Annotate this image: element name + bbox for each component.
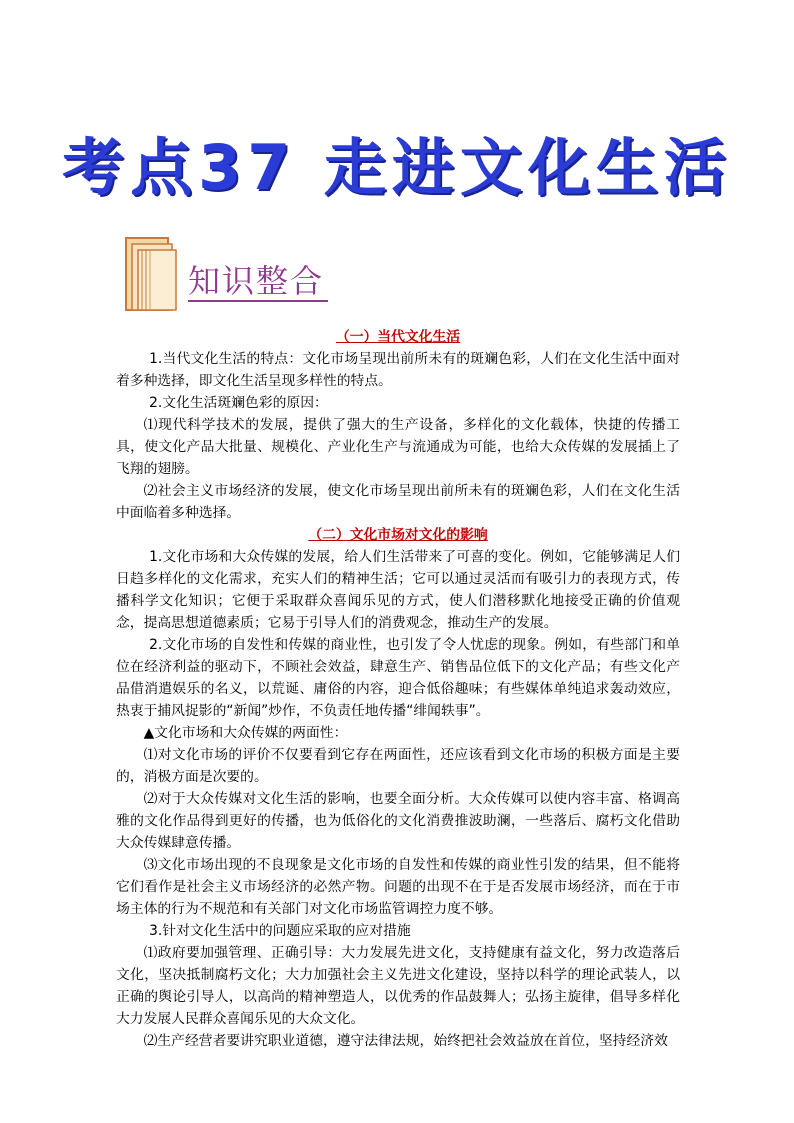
- paragraph: 1.当代文化生活的特点：文化市场呈现出前所未有的斑斓色彩，人们在文化生活中面对着多种选择，即文化生活呈现多样性的特点。: [116, 351, 680, 389]
- paragraph: 3.针对文化生活中的问题应采取的应对措施: [149, 923, 411, 939]
- section-heading: （二）文化市场对文化的影响: [308, 527, 488, 543]
- paragraph: ⑶文化市场出现的不良现象是文化市场的自发性和传媒的商业性引发的结果，但不能将它们看作是社会主义市场经济的必然产物。问题的出现不在于是否发展市场经济，而在于市场主体的行为不规范和有关部门对文化市场监管调控力度不够。: [116, 857, 680, 917]
- paragraph: ⑵生产经营者要讲究职业道德，遵守法律法规，始终把社会效益放在首位，坚持经济效: [143, 1033, 668, 1049]
- section-heading: （一）当代文化生活: [335, 329, 461, 345]
- paragraph: 1.文化市场和大众传媒的发展，给人们生活带来了可喜的变化。例如，它能够满足人们日趋多样化的文化需求，充实人们的精神生活；它可以通过灵活而有吸引力的表现方式，传播科学文化知识；它便于采取群众喜闻乐见的方式，使人们潜移默化地接受正确的价值观念，提高思想道德素质；它易于引导人们的消费观念，推动生产的发展。: [116, 549, 680, 631]
- document-body: [116, 326, 680, 1052]
- paragraph: ⑵对于大众传媒对文化生活的影响，也要全面分析。大众传媒可以使内容丰富、格调高雅的文化作品得到更好的传播，也为低俗化的文化消费推波助澜，一些落后、腐朽文化借助大众传媒肆意传播。: [116, 791, 680, 851]
- paragraph: 2.文化市场的自发性和传媒的商业性，也引发了令人忧虑的现象。例如，有些部门和单位在经济利益的驱动下，不顾社会效益，肆意生产、销售品位低下的文化产品；有些文化产品借消遣娱乐的名义，以荒诞、庸俗的内容，迎合低俗趣味；有些媒体单纯追求轰动效应，热衷于捕风捉影的“新闻”炒作，不负责任地传播“绯闻轶事”。: [116, 637, 680, 719]
- book-icon: [122, 236, 182, 314]
- paragraph: ⑴现代科学技术的发展，提供了强大的生产设备，多样化的文化载体，快捷的传播工具，使文化产品大批量、规模化、产业化生产与流通成为可能，也给大众传媒的发展插上了飞翔的翅膀。: [116, 417, 680, 477]
- paragraph: 2.文化生活斑斓色彩的原因：: [149, 395, 328, 411]
- page-title: 考点37 走进文化生活: [62, 131, 732, 204]
- banner-text: 知识整合: [188, 262, 328, 302]
- paragraph: ⑴对文化市场的评价不仅要看到它存在两面性，还应该看到文化市场的积极方面是主要的，消极方面是次要的。: [116, 747, 680, 785]
- section-banner: [122, 236, 332, 316]
- paragraph: ▲文化市场和大众传媒的两面性：: [143, 725, 348, 741]
- paragraph: ⑵社会主义市场经济的发展，使文化市场呈现出前所未有的斑斓色彩，人们在文化生活中面临着多种选择。: [116, 483, 680, 521]
- paragraph: ⑴政府要加强管理、正确引导：大力发展先进文化，支持健康有益文化，努力改造落后文化，坚决抵制腐朽文化；大力加强社会主义先进文化建设，坚持以科学的理论武装人，以正确的舆论引导人，以高尚的精神塑造人，以优秀的作品鼓舞人；弘扬主旋律，倡导多样化大力发展人民群众喜闻乐见的大众文化。: [116, 945, 680, 1027]
